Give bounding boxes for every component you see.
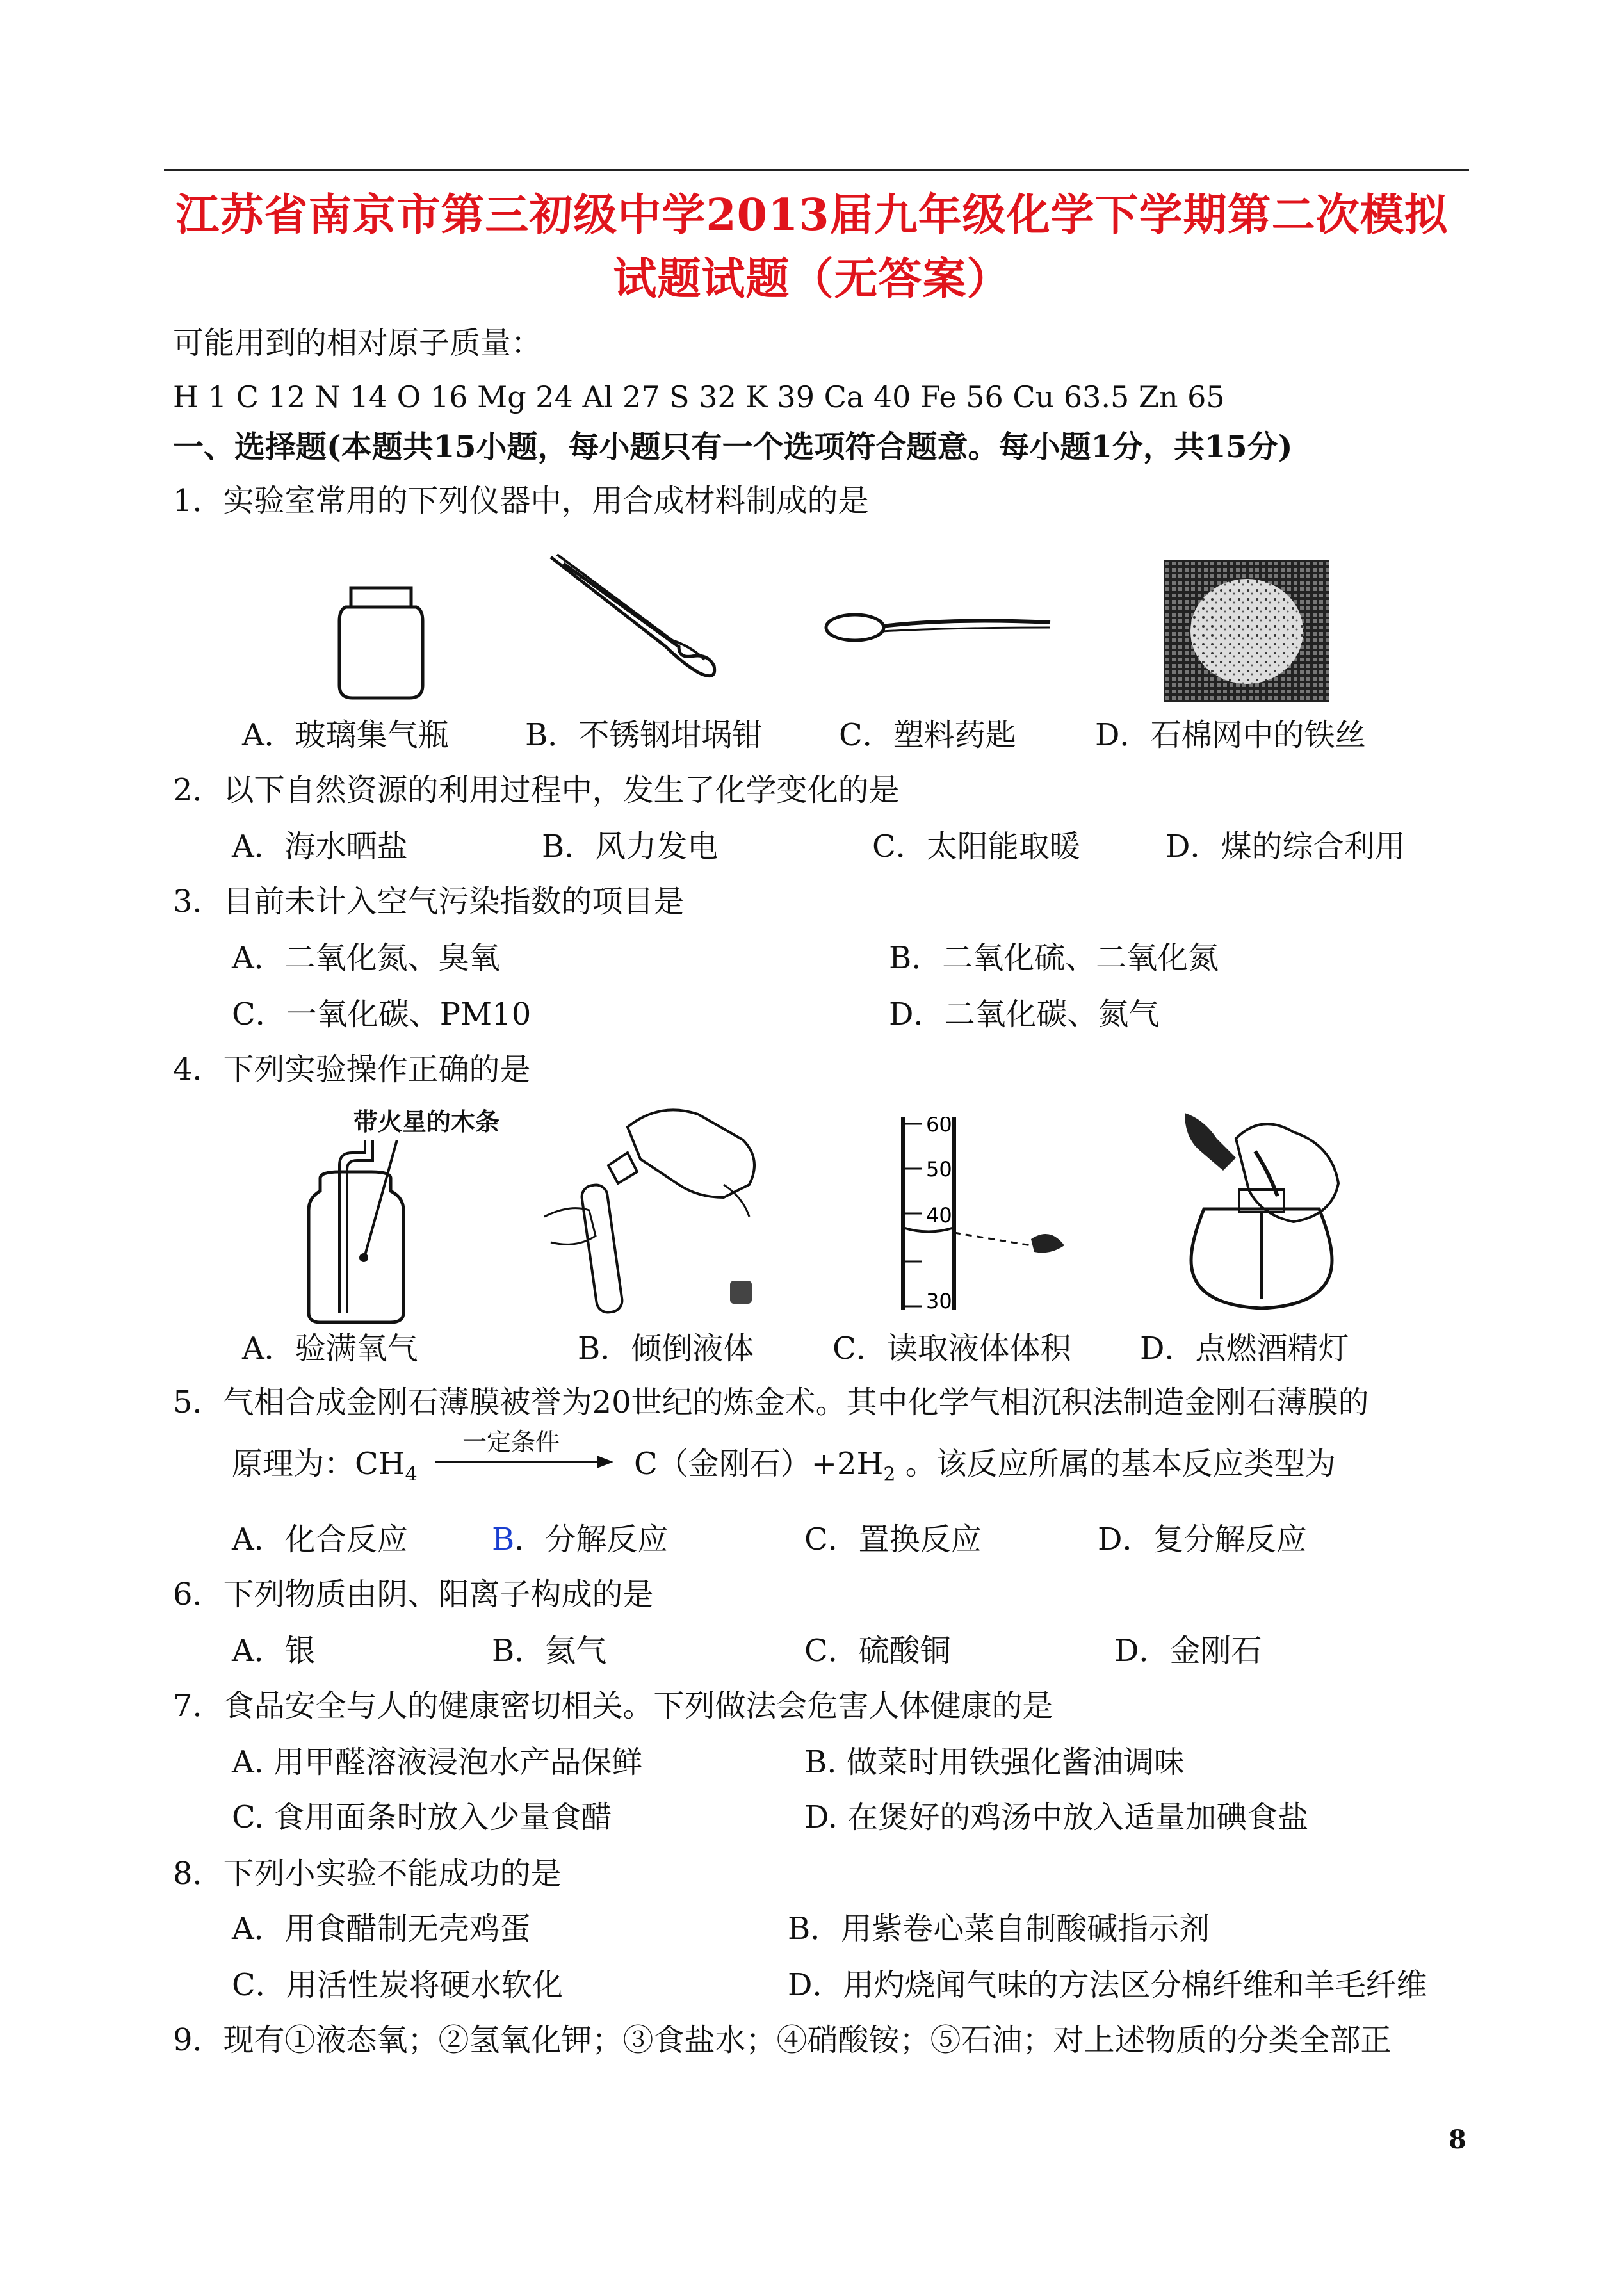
q5-principle-tail: 。该反应所属的基本反应类型为 xyxy=(905,1446,1336,1482)
q3-option-d: D．二氧化碳、氮气 xyxy=(889,996,1160,1032)
q5-option-b-text: ．分解反应 xyxy=(514,1521,669,1557)
question-5-stem: 5．气相合成金刚石薄膜被誉为20世纪的炼金术。其中化学气相沉积法制造金刚石薄膜的 xyxy=(173,1384,1369,1420)
q3-option-b: B．二氧化硫、二氧化氮 xyxy=(889,940,1219,976)
page-number: 8 xyxy=(1449,2125,1466,2155)
tick-50: 50 xyxy=(926,1157,952,1181)
oxygen-test-figure xyxy=(301,1140,410,1326)
q2-option-a: A．海水晒盐 xyxy=(232,829,408,864)
q8-option-a: A．用食醋制无壳鸡蛋 xyxy=(232,1911,531,1947)
q5-option-c: C．置换反应 xyxy=(804,1521,982,1557)
q1-option-a: A．玻璃集气瓶 xyxy=(242,717,449,753)
q3-option-c: C．一氧化碳、PM10 xyxy=(232,996,532,1032)
pouring-liquid-figure xyxy=(532,1089,775,1319)
q5-principle-end xyxy=(634,1445,1336,1495)
q6-option-d: D．金刚石 xyxy=(1114,1633,1262,1669)
question-6-stem: 6．下列物质由阴、阳离子构成的是 xyxy=(173,1577,654,1612)
tick-60: 60 xyxy=(926,1117,952,1137)
q7-option-b: B. 做菜时用铁强化酱油调味 xyxy=(804,1744,1185,1780)
atomic-mass-intro: 可能用到的相对原子质量： xyxy=(173,325,542,361)
q5-option-d: D．复分解反应 xyxy=(1098,1521,1307,1557)
alcohol-lamp-figure xyxy=(1165,1113,1364,1318)
glowing-splint-label: 带火星的木条 xyxy=(353,1108,500,1136)
q6-option-a: A．银 xyxy=(232,1633,316,1669)
q7-option-d: D. 在煲好的鸡汤中放入适量加碘食盐 xyxy=(804,1799,1309,1835)
question-4-stem: 4．下列实验操作正确的是 xyxy=(173,1051,531,1087)
q5-option-a: A．化合反应 xyxy=(232,1521,408,1557)
graduated-cylinder-figure xyxy=(897,1117,1082,1310)
q5-product: C（金刚石）+2H xyxy=(634,1446,884,1482)
tick-30: 30 xyxy=(926,1289,952,1310)
section-heading: 一、选择题(本题共15小题，每小题只有一个选项符合题意。每小题1分，共15分) xyxy=(173,429,1293,465)
q3-option-a: A．二氧化氮、臭氧 xyxy=(232,940,500,976)
crucible-tongs-figure xyxy=(544,551,730,692)
q6-option-b: B．氦气 xyxy=(492,1633,607,1669)
page-title: 江苏省南京市第三初级中学2013届九年级化学下学期第二次模拟 xyxy=(175,190,1449,241)
q5-option-b-letter: B xyxy=(492,1521,515,1557)
q1-option-c: C．塑料药匙 xyxy=(839,717,1016,753)
q4-option-b: B．倾倒液体 xyxy=(578,1331,754,1366)
question-8-stem: 8．下列小实验不能成功的是 xyxy=(173,1856,562,1892)
q2-option-b: B．风力发电 xyxy=(542,829,719,864)
question-7-stem: 7．食品安全与人的健康密切相关。下列做法会危害人体健康的是 xyxy=(173,1688,1053,1724)
reaction-arrow-icon xyxy=(435,1452,615,1472)
q5-reactant: 原理为：CH xyxy=(232,1446,405,1482)
q5-option-b xyxy=(492,1520,668,1559)
question-3-stem: 3．目前未计入空气污染指数的项目是 xyxy=(173,884,685,920)
tick-40: 40 xyxy=(926,1203,952,1228)
q8-option-b: B．用紫卷心菜自制酸碱指示剂 xyxy=(788,1911,1210,1947)
q1-option-b: B．不锈钢坩埚钳 xyxy=(525,717,763,753)
reaction-condition: 一定条件 xyxy=(462,1428,560,1456)
q6-option-c: C．硫酸铜 xyxy=(804,1633,951,1669)
page-subtitle: 试题试题（无答案） xyxy=(613,254,1011,305)
q7-option-c: C. 食用面条时放入少量食醋 xyxy=(232,1799,612,1835)
q5-reactant-subscript: 4 xyxy=(405,1463,418,1486)
q2-option-c: C．太阳能取暖 xyxy=(872,829,1080,864)
atomic-mass-list: H 1 C 12 N 14 O 16 Mg 24 Al 27 S 32 K 39 Ca 40 Fe 56 Cu 63.5 Zn 65 xyxy=(173,380,1225,414)
q4-option-d: D．点燃酒精灯 xyxy=(1140,1331,1349,1366)
question-2-stem: 2．以下自然资源的利用过程中，发生了化学变化的是 xyxy=(173,772,900,808)
plastic-spoon-figure xyxy=(823,602,1053,653)
q7-option-a: A. 用甲醛溶液浸泡水产品保鲜 xyxy=(232,1744,643,1780)
question-1-stem: 1．实验室常用的下列仪器中，用合成材料制成的是 xyxy=(173,483,869,519)
q5-product-subscript: 2 xyxy=(883,1463,896,1486)
question-9-stem: 9．现有①液态氧；②氢氧化钾；③食盐水；④硝酸铵；⑤石油；对上述物质的分类全部正 xyxy=(173,2022,1392,2058)
q8-option-c: C．用活性炭将硬水软化 xyxy=(232,1967,563,2003)
asbestos-gauze-figure xyxy=(1164,560,1329,702)
gas-bottle-figure xyxy=(333,576,429,704)
header-rule xyxy=(164,169,1469,171)
q2-option-d: D．煤的综合利用 xyxy=(1165,829,1406,864)
q4-option-c: C．读取液体体积 xyxy=(832,1331,1071,1366)
q5-principle-start xyxy=(232,1445,418,1495)
q8-option-d: D．用灼烧闻气味的方法区分棉纤维和羊毛纤维 xyxy=(788,1967,1427,2003)
q4-option-a: A．验满氧气 xyxy=(242,1331,418,1366)
q1-option-d: D．石棉网中的铁丝 xyxy=(1095,717,1366,753)
